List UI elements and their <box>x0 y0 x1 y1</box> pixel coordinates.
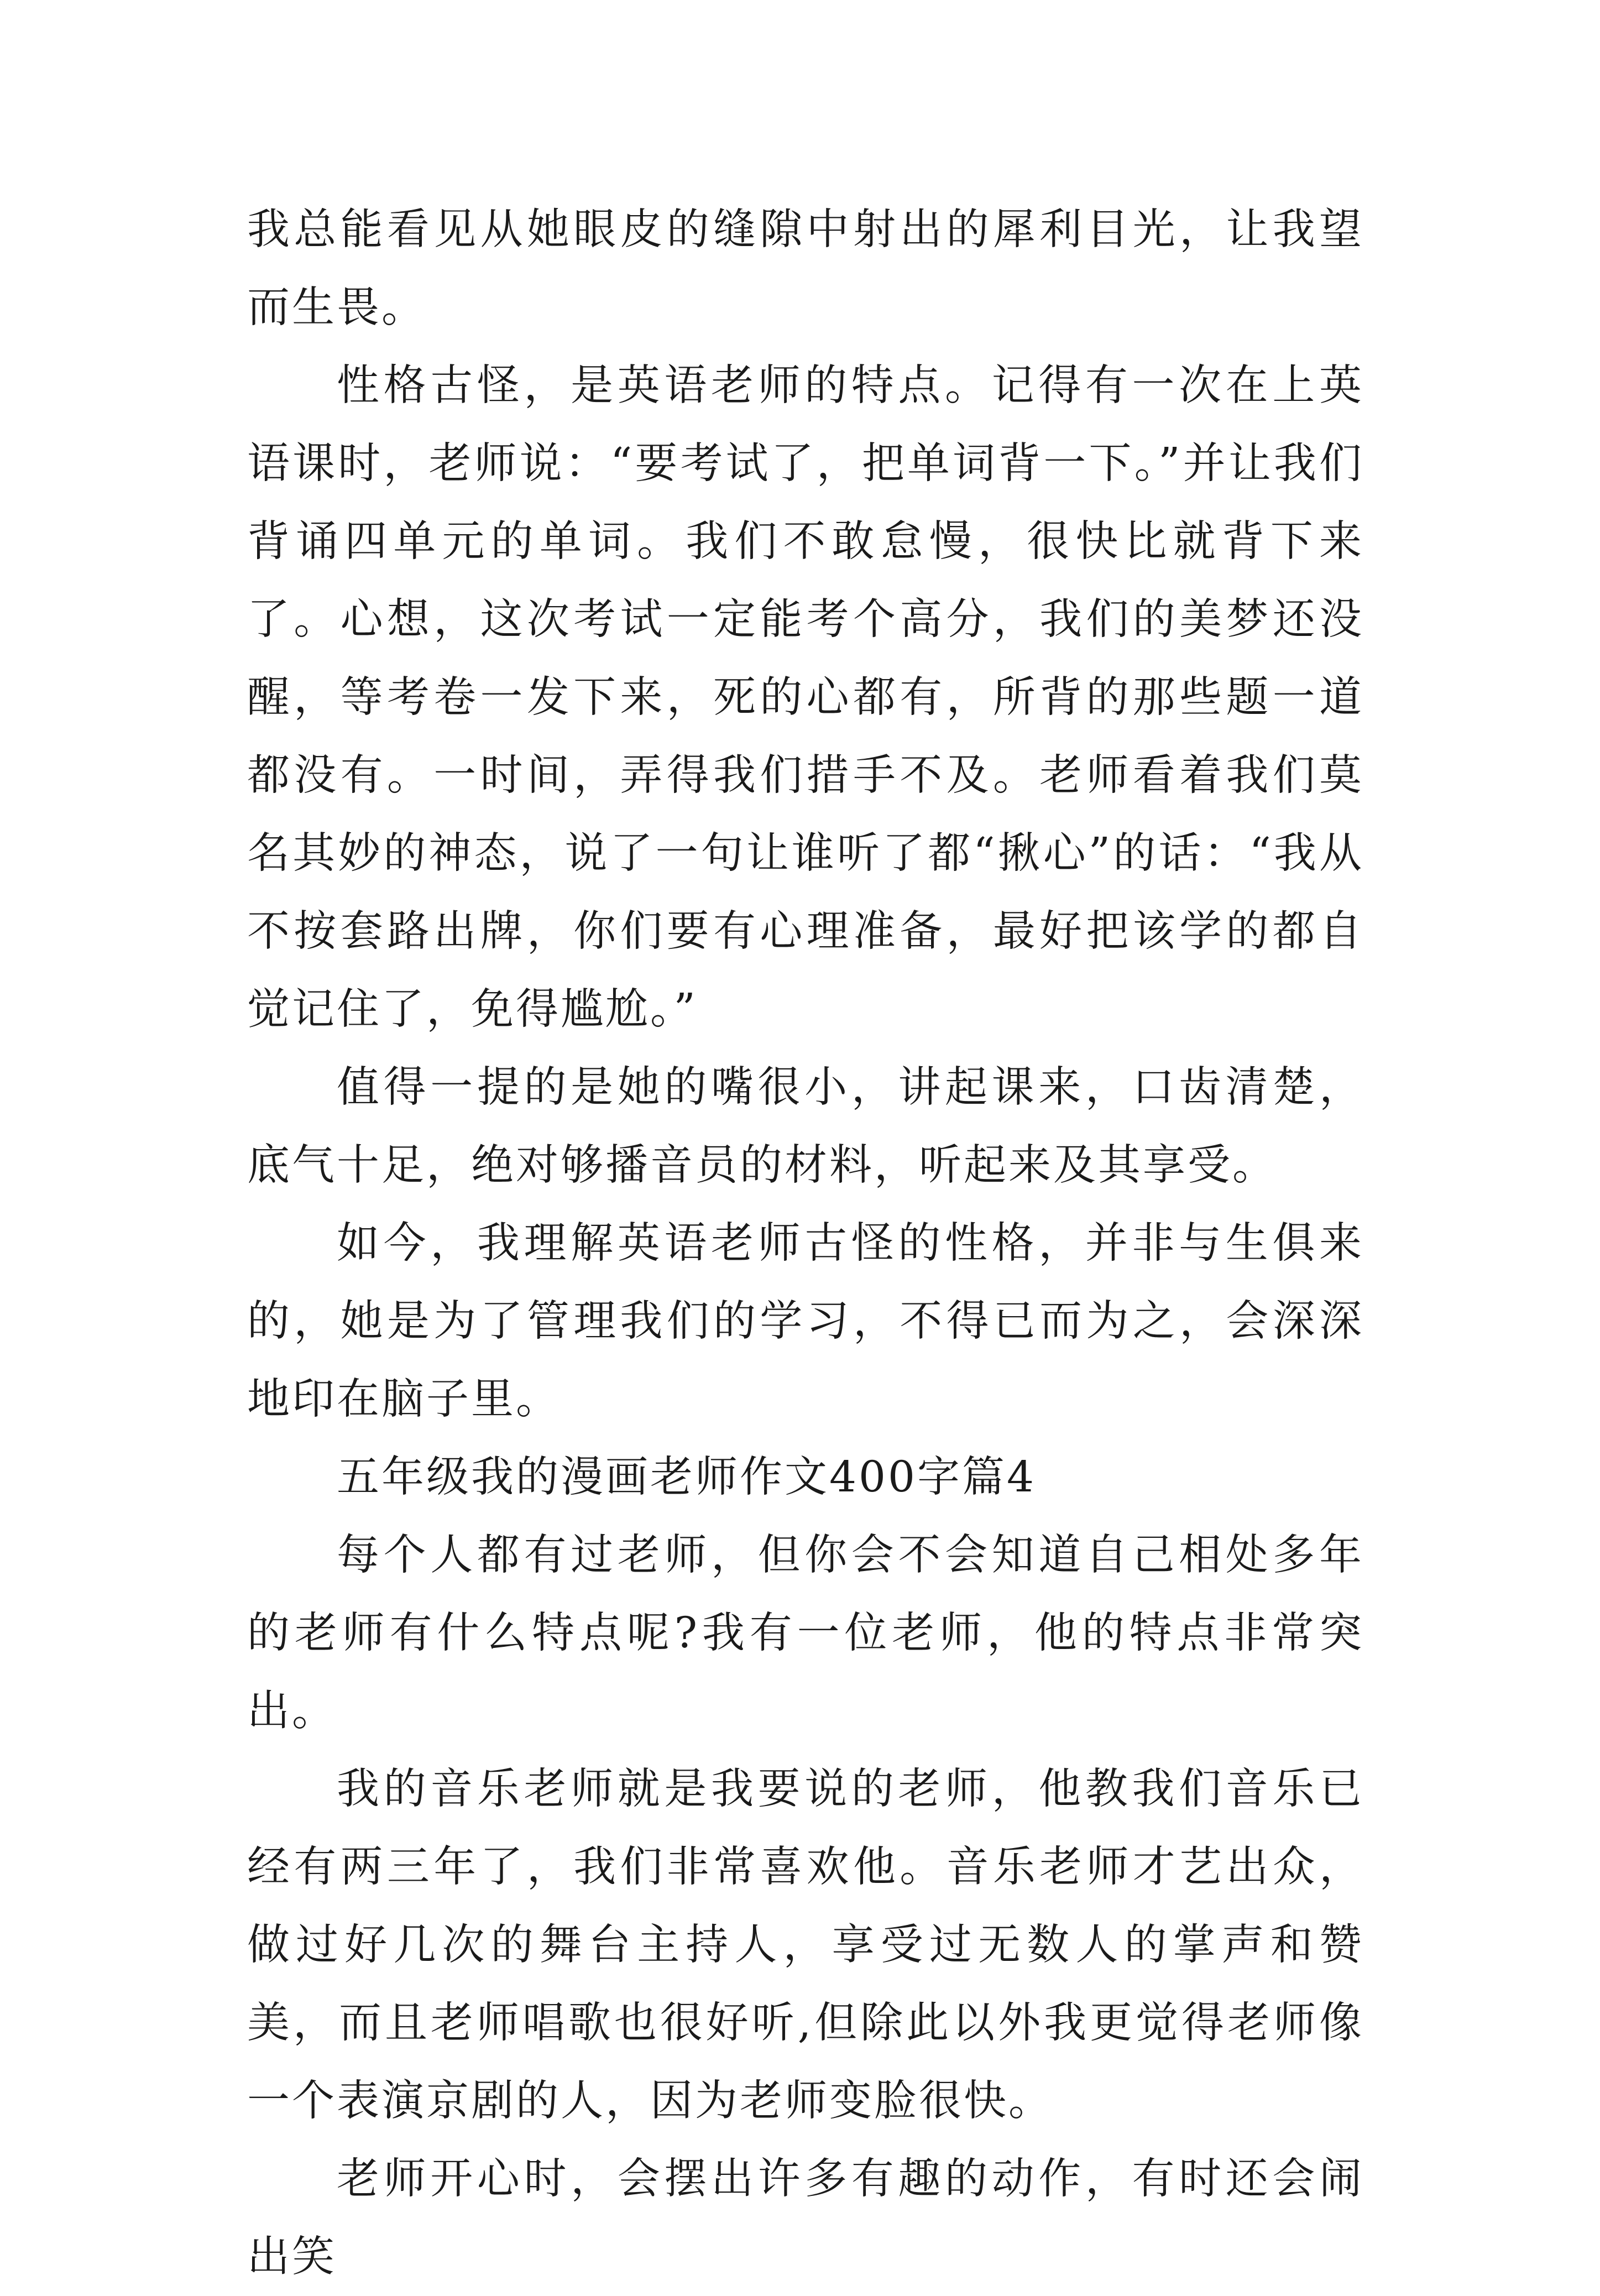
document-body <box>247 191 1364 2296</box>
paragraph-2: 性格古怪，是英语老师的特点。记得有一次在上英语课时，老师说：“要考试了，把单词背一下。”并让我们背诵四单元的单词。我们不敢怠慢，很快比就背下来了。心想，这次考试一定能考个高分，我们的美梦还没醒，等考卷一发下来，死的心都有，所背的那些题一道都没有。一时间，弄得我们措手不及。老师看着我们莫名其妙的神态，说了一句让谁听了都“揪心”的话：“我从不按套路出牌，你们要有心理准备，最好把该学的都自觉记住了，免得尴尬。” <box>247 361 1364 1034</box>
paragraph-4: 如今，我理解英语老师古怪的性格，并非与生俱来的，她是为了管理我们的学习，不得已而为之，会深深地印在脑子里。 <box>247 1219 1364 1424</box>
paragraph-6: 每个人都有过老师，但你会不会知道自己相处多年的老师有什么特点呢?我有一位老师，他的特点非常突出。 <box>247 1531 1364 1736</box>
paragraph-3: 值得一提的是她的嘴很小，讲起课来，口齿清楚，底气十足，绝对够播音员的材料，听起来及其享受。 <box>247 1063 1364 1190</box>
paragraph-1: 我总能看见从她眼皮的缝隙中射出的犀利目光，让我望而生畏。 <box>247 205 1364 332</box>
paragraph-7: 我的音乐老师就是我要说的老师，他教我们音乐已经有两三年了，我们非常喜欢他。音乐老师才艺出众，做过好几次的舞台主持人，享受过无数人的掌声和赞美，而且老师唱歌也很好听,但除此以外我更觉得老师像一个表演京剧的人，因为老师变脸很快。 <box>247 1765 1364 2126</box>
paragraph-8: 老师开心时，会摆出许多有趣的动作，有时还会闹出笑 <box>247 2154 1364 2282</box>
section-heading: 五年级我的漫画老师作文400字篇4 <box>337 1453 1036 1502</box>
